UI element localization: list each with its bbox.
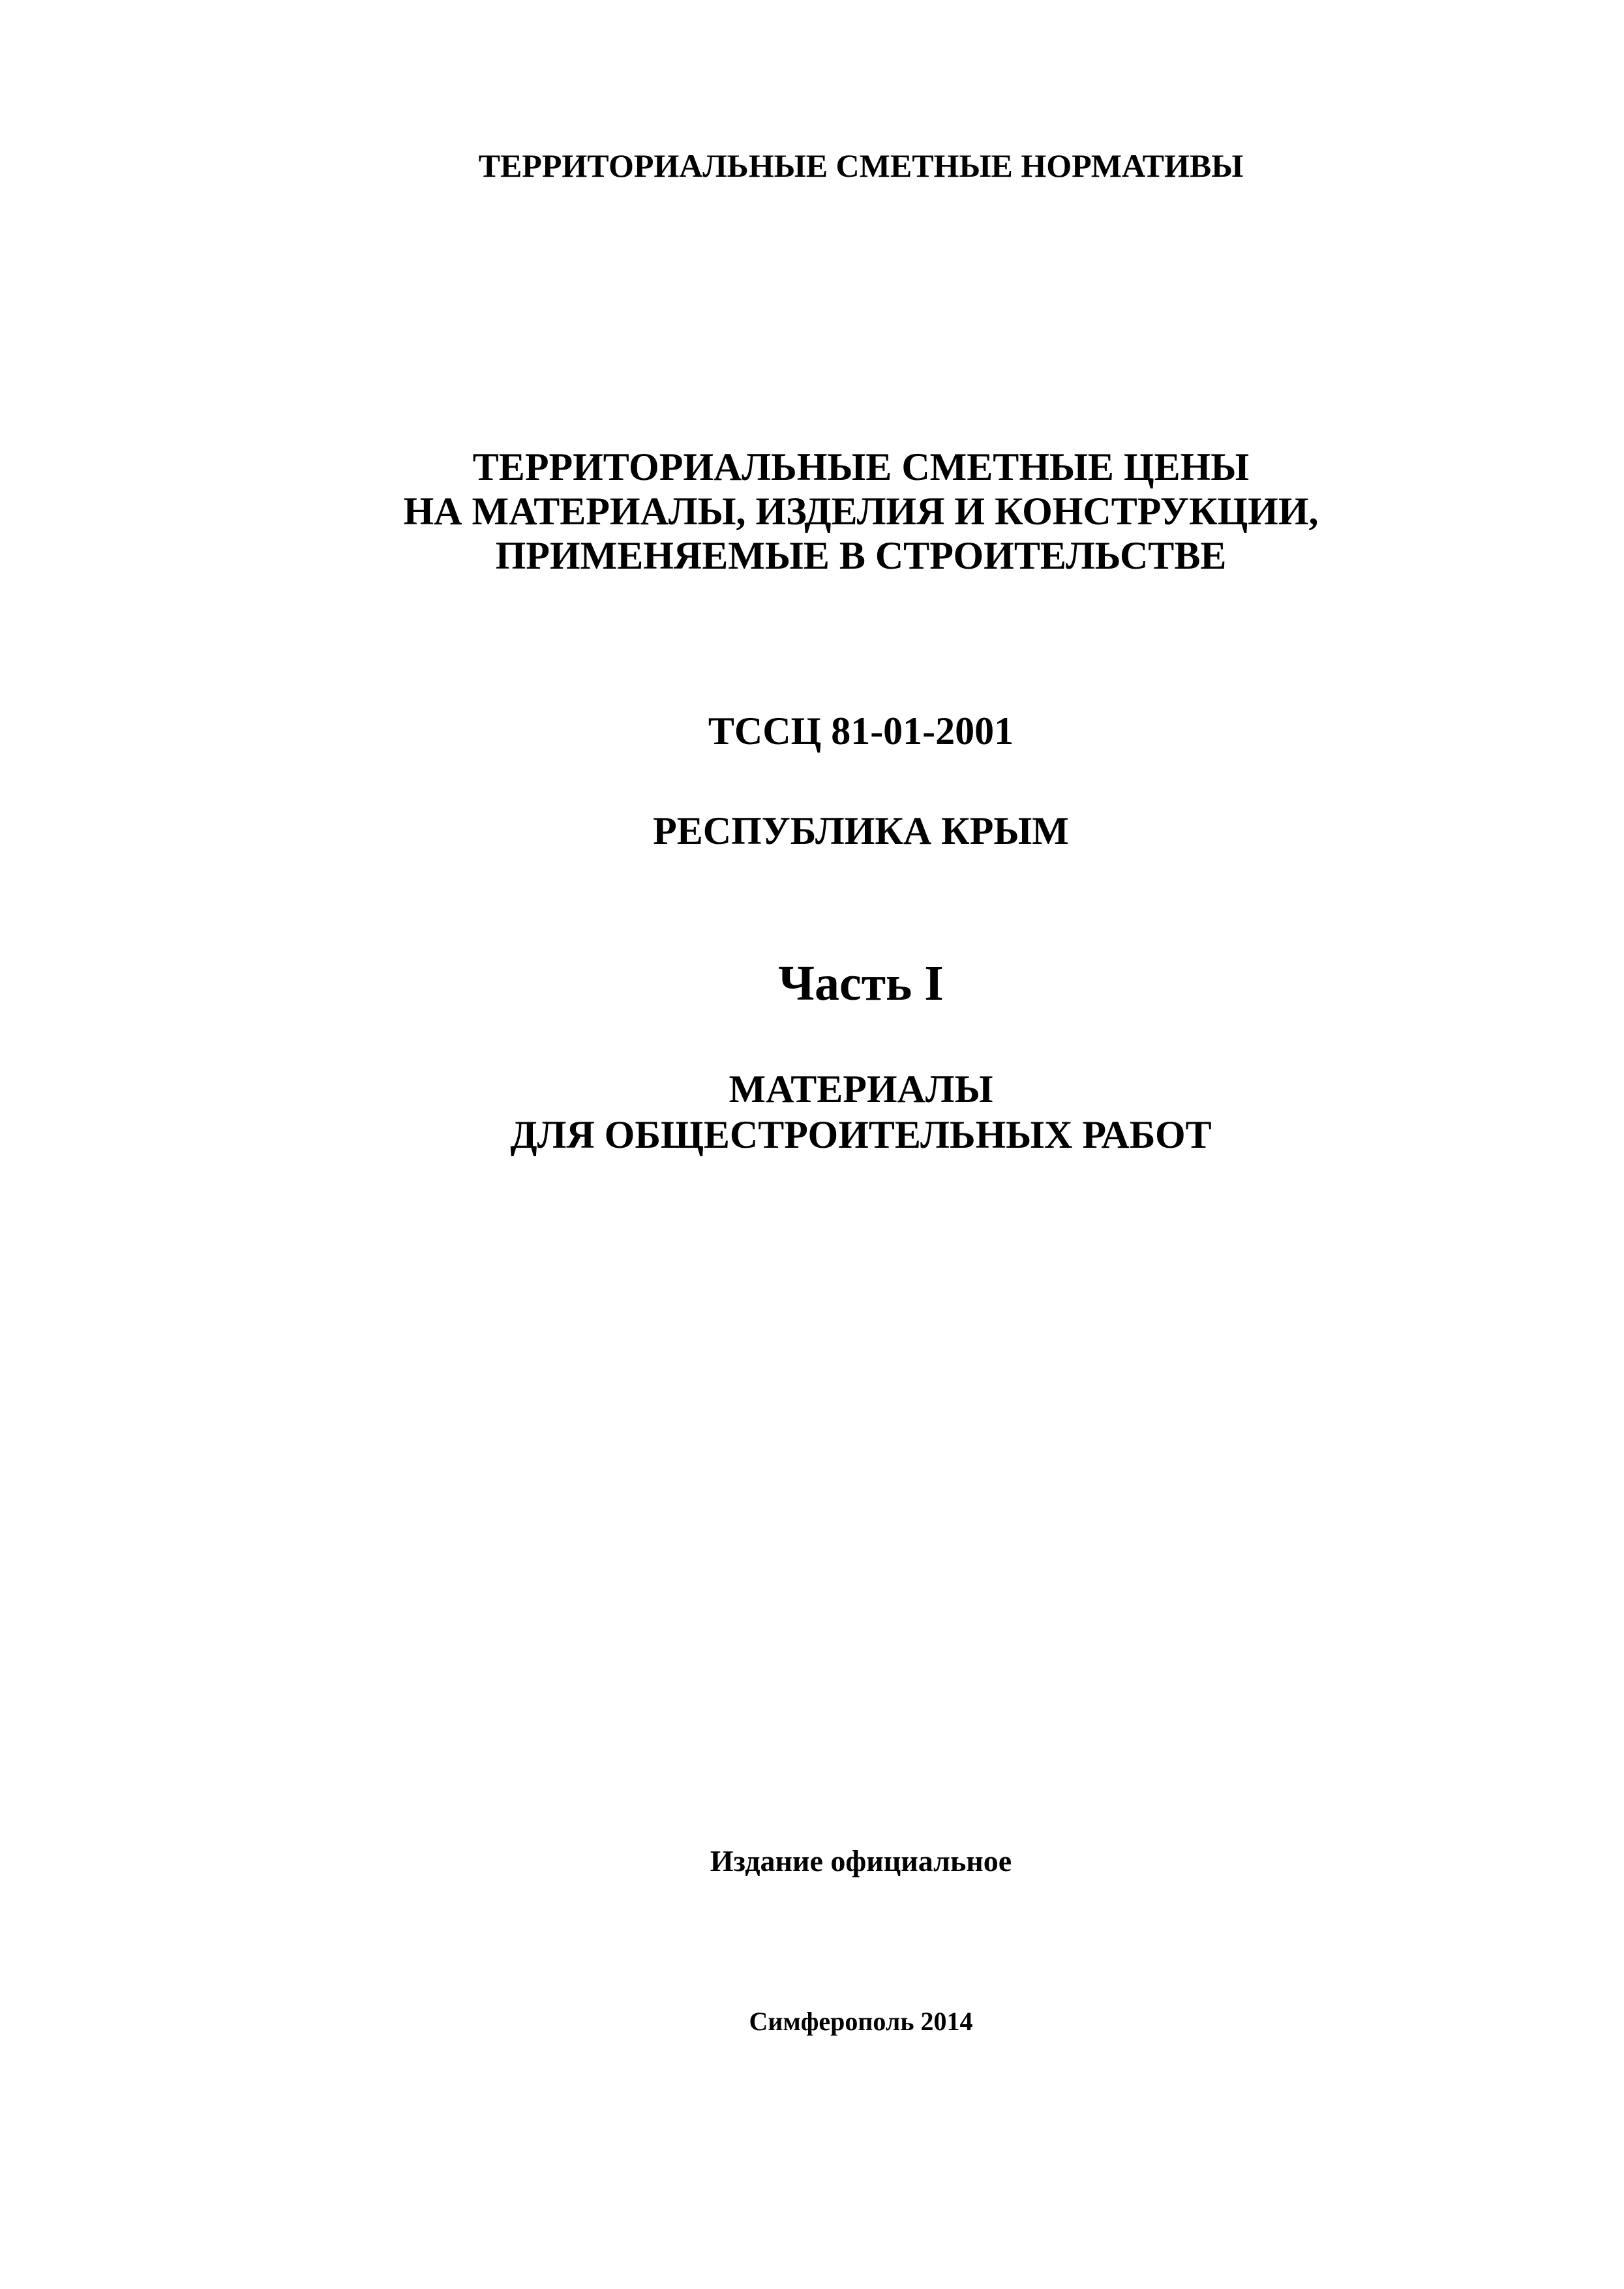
part-number: Часть I — [778, 956, 944, 1011]
title-line-3: ПРИМЕНЯЕМЫЕ В СТРОИТЕЛЬСТВЕ — [495, 534, 1227, 577]
section-title-line-2: ДЛЯ ОБЩЕСТРОИТЕЛЬНЫХ РАБОТ — [510, 1113, 1212, 1156]
section-title-line-1: МАТЕРИАЛЫ — [729, 1068, 993, 1111]
document-code: ТССЦ 81-01-2001 — [708, 710, 1014, 753]
edition-note: Издание официальное — [710, 1844, 1012, 1878]
title-line-1: ТЕРРИТОРИАЛЬНЫЕ СМЕТНЫЕ ЦЕНЫ — [472, 445, 1250, 488]
region-name: РЕСПУБЛИКА КРЫМ — [653, 809, 1069, 852]
imprint-place-year: Симферополь 2014 — [749, 2007, 973, 2036]
title-line-2: НА МАТЕРИАЛЫ, ИЗДЕЛИЯ И КОНСТРУКЦИИ, — [403, 490, 1319, 533]
document-header: ТЕРРИТОРИАЛЬНЫЕ СМЕТНЫЕ НОРМАТИВЫ — [478, 147, 1244, 184]
